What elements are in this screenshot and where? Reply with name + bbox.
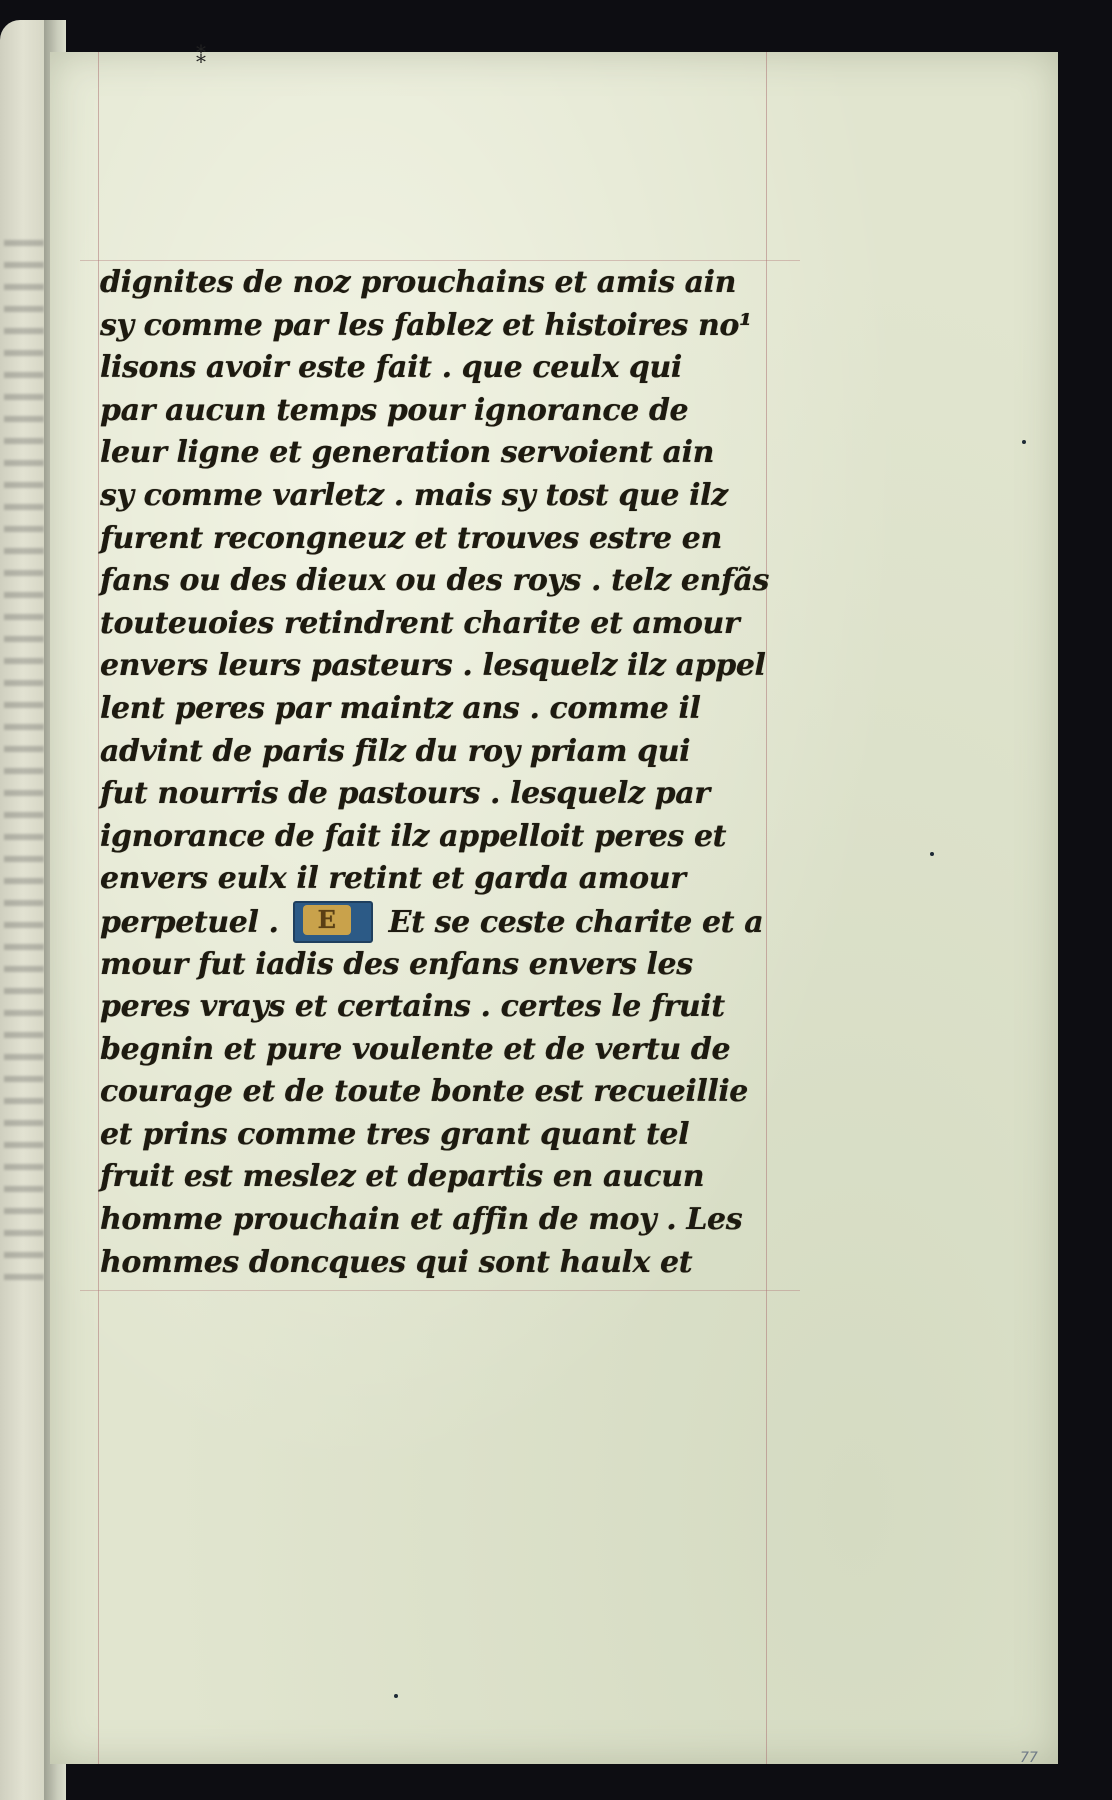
pricking-dot — [394, 1694, 398, 1698]
text-line: mour fut iadis des enfans envers les — [100, 946, 693, 982]
text-line: envers leurs pasteurs . lesquelz ilz appel — [100, 648, 766, 684]
ruling-line-top — [80, 260, 800, 261]
text-line: par aucun temps pour ignorance de — [100, 392, 689, 428]
text-segment: perpetuel . — [100, 904, 279, 940]
text-line: advint de paris filz du roy priam qui — [100, 733, 691, 769]
text-line: fans ou des dieux ou des roys . telz enfãs — [100, 563, 770, 599]
folio-number: 77 — [1020, 1750, 1038, 1766]
text-line: fut nourris de pastours . lesquelz par — [100, 776, 710, 812]
text-line: et prins comme tres grant quant tel — [100, 1116, 690, 1152]
text-line: lisons avoir este fait . que ceulx qui — [100, 350, 682, 386]
pricking-mark: ⁑ — [196, 44, 206, 68]
text-line: courage et de toute bonte est recueillie — [100, 1074, 748, 1110]
pricking-dot — [930, 852, 934, 856]
text-line: fruit est meslez et departis en aucun — [100, 1159, 705, 1195]
ruling-line-bottom — [80, 1290, 800, 1291]
text-line: envers eulx il retint et garda amour — [100, 861, 686, 897]
text-column — [100, 262, 780, 1284]
text-line-with-initial — [100, 901, 780, 944]
ruling-line-left — [98, 52, 99, 1764]
text-line: sy comme par les fablez et histoires no¹ — [100, 307, 752, 343]
text-line: lent peres par maintz ans . comme il — [100, 690, 701, 726]
text-line: leur ligne et generation servoient ain — [100, 435, 715, 471]
text-line: touteuoies retindrent charite et amour — [100, 605, 740, 641]
initial-letter: E — [303, 905, 351, 935]
text-line: begnin et pure voulente et de vertu de — [100, 1031, 731, 1067]
text-line: furent recongneuz et trouves estre en — [100, 520, 722, 556]
show-through-text — [4, 240, 44, 1290]
text-line: sy comme varletz . mais sy tost que ilz — [100, 477, 728, 513]
pricking-dot — [1022, 440, 1026, 444]
text-segment: Et se ceste charite et a — [388, 904, 764, 940]
text-line: homme prouchain et affin de moy . Les — [100, 1202, 743, 1238]
text-line: ignorance de fait ilz appelloit peres et — [100, 818, 727, 854]
text-line: hommes doncques qui sont haulx et — [100, 1244, 693, 1280]
text-line: peres vrays et certains . certes le fruit — [100, 989, 725, 1025]
text-line: dignites de noz prouchains et amis ain — [100, 265, 737, 300]
illuminated-initial — [293, 901, 373, 943]
